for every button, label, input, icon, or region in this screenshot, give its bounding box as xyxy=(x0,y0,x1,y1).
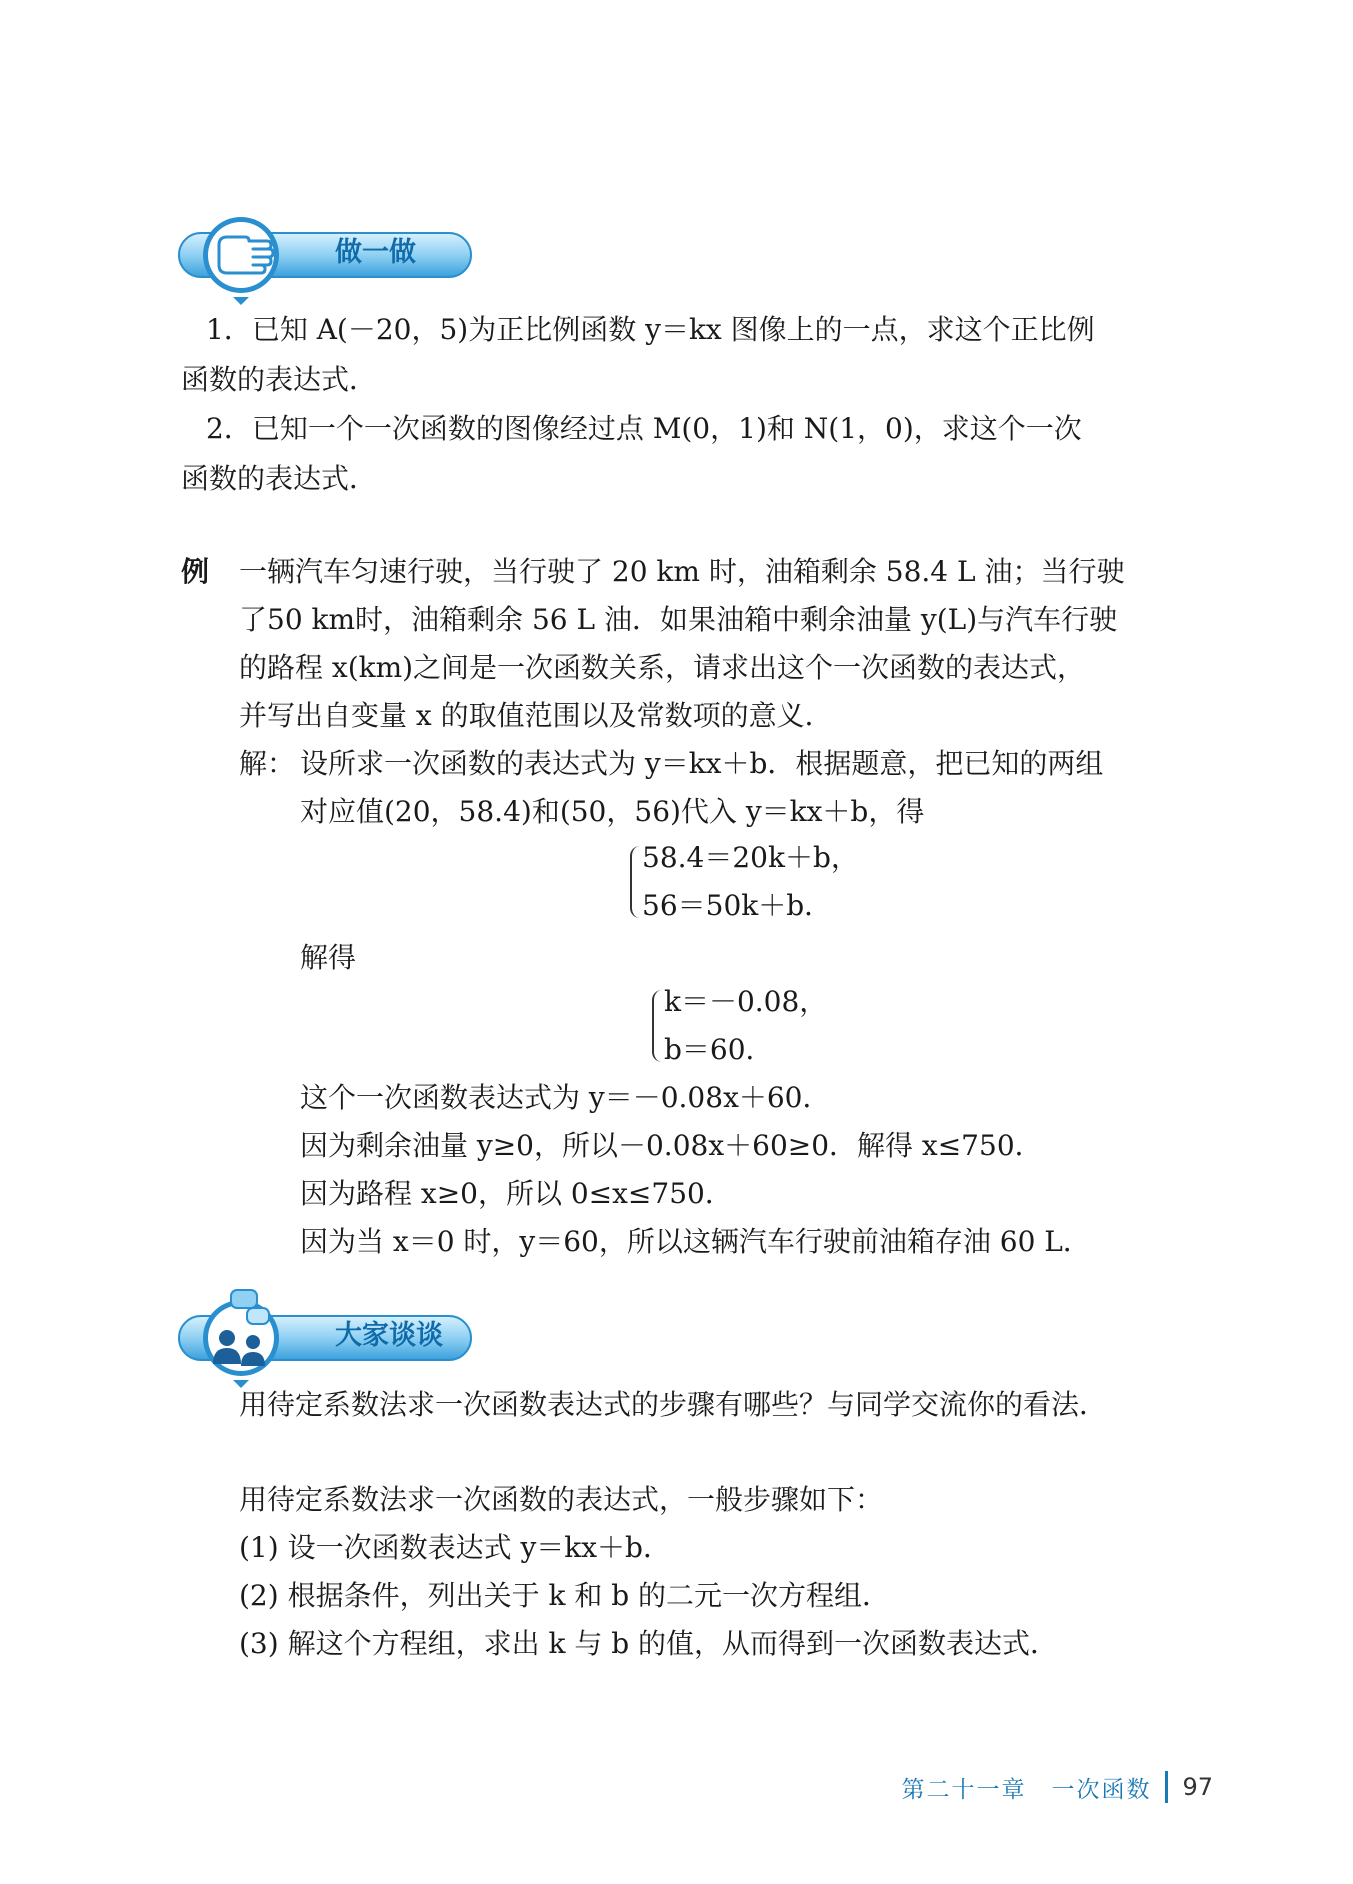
steps-intro: 用待定系数法求一次函数的表达式，一般步骤如下： xyxy=(239,1483,884,1516)
example-label: 例 xyxy=(181,555,210,588)
hand-icon xyxy=(219,237,273,273)
step-item: (2) 根据条件，列出关于 k 和 b 的二元一次方程组． xyxy=(239,1579,891,1612)
section-title-do: 做一做 xyxy=(335,237,416,268)
section-title-talk: 大家谈谈 xyxy=(335,1320,443,1351)
page-footer xyxy=(901,1767,1213,1807)
exercise-2-cont: 函数的表达式． xyxy=(181,462,378,495)
section-badge-do xyxy=(175,215,475,305)
conclusion-line: 因为当 x＝0 时，y＝60，所以这辆汽车行驶前油箱存油 60 L． xyxy=(300,1225,1091,1258)
example-line: 的路程 x(km)之间是一次函数关系，请求出这个一次函数的表达式， xyxy=(239,651,1086,684)
example-line: 一辆汽车匀速行驶，当行驶了 20 km 时，油箱剩余 58.4 L 油；当行驶 xyxy=(239,555,1125,588)
step-item: (1) 设一次函数表达式 y＝kx＋b． xyxy=(239,1531,671,1564)
solution-line: 设所求一次函数的表达式为 y＝kx＋b．根据题意，把已知的两组 xyxy=(300,747,1104,780)
page-number: 97 xyxy=(1182,1773,1213,1801)
equation-brace xyxy=(652,990,664,1062)
equation: 58.4＝20k＋b， xyxy=(642,841,859,874)
example-line: 了50 km时，油箱剩余 56 L 油．如果油箱中剩余油量 y(L)与汽车行驶 xyxy=(239,603,1118,636)
discussion-question: 用待定系数法求一次函数表达式的步骤有哪些？与同学交流你的看法． xyxy=(239,1388,1108,1421)
conclusion-line: 因为剩余油量 y≥0，所以－0.08x＋60≥0．解得 x≤750． xyxy=(300,1129,1043,1162)
footer-divider xyxy=(1165,1771,1168,1803)
solution-line: 对应值(20，58.4)和(50，56)代入 y＝kx＋b，得 xyxy=(300,795,925,828)
exercise-1: 1．已知 A(－20，5)为正比例函数 y＝kx 图像上的一点，求这个正比例 xyxy=(206,313,1095,346)
conclusion-line: 这个一次函数表达式为 y＝－0.08x＋60． xyxy=(300,1081,831,1114)
exercise-1-cont: 函数的表达式． xyxy=(181,363,378,396)
solved-label: 解得 xyxy=(300,941,357,974)
exercise-2: 2．已知一个一次函数的图像经过点 M(0，1)和 N(1，0)，求这个一次 xyxy=(206,412,1082,445)
conclusion-line: 因为路程 x≥0，所以 0≤x≤750． xyxy=(300,1177,733,1210)
equation-brace xyxy=(630,846,642,918)
equation: 56＝50k＋b． xyxy=(642,889,833,922)
equation: k＝－0.08， xyxy=(664,985,828,1018)
equation: b＝60． xyxy=(664,1033,774,1066)
chapter-title: 第二十一章 一次函数 xyxy=(901,1776,1152,1803)
example-line: 并写出自变量 x 的取值范围以及常数项的意义． xyxy=(239,699,833,732)
solution-label: 解： xyxy=(239,747,296,780)
step-item: (3) 解这个方程组，求出 k 与 b 的值，从而得到一次函数表达式． xyxy=(239,1627,1059,1660)
